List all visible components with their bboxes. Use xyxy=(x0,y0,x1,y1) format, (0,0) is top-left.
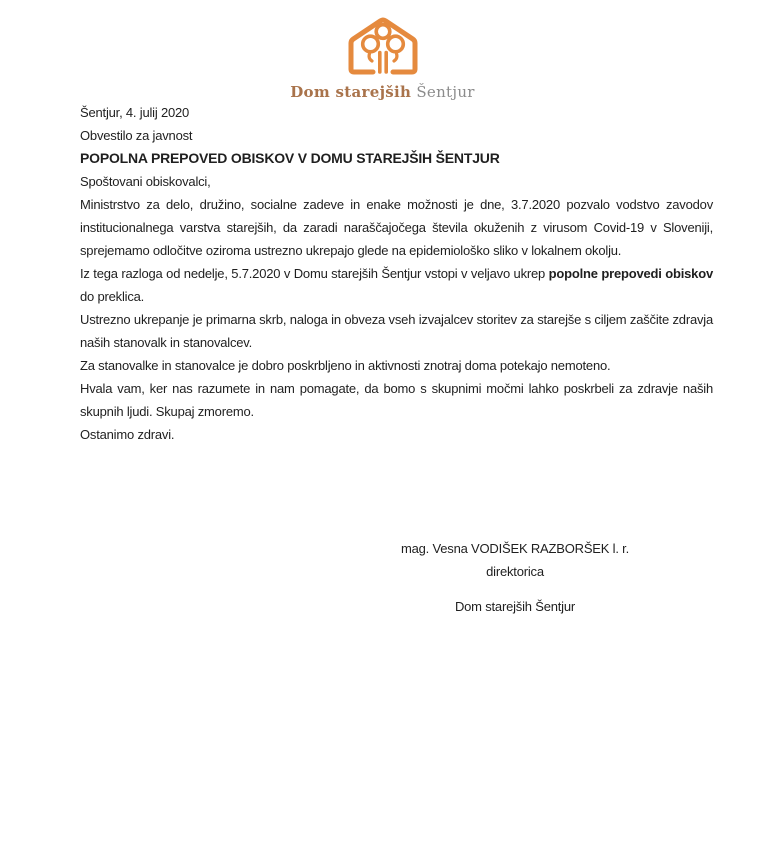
signature-title: direktorica xyxy=(486,564,544,579)
paragraph-ban-bold: popolne prepovedi obiskov xyxy=(548,266,713,281)
signature-name: mag. Vesna VODIŠEK RAZBORŠEK l. r. xyxy=(400,541,629,556)
closing-line: Ostanimo zdravi. xyxy=(80,427,175,442)
letter-heading: POPOLNA PREPOVED OBISKOV V DOMU STAREJŠIH ŠENTJUR xyxy=(80,150,500,166)
paragraph-thanks: Hvala vam, ker nas razumete in nam pomagate, da bomo s skupnimi močmi lahko poskrbeli za zdravje naših skupnih ljudi. Skupaj zmoremo. xyxy=(80,381,713,419)
date-line: Šentjur, 4. julij 2020 xyxy=(80,105,190,120)
logo-brand-name: Dom starejših xyxy=(290,83,412,101)
signature-organization: Dom starejših Šentjur xyxy=(454,599,576,614)
paragraph-measures: Ustrezno ukrepanje je primarna skrb, naloga in obveza vseh izvajalcev storitev za starejše s ciljem zaščite zdravja naših stanovalk in stanovalcev. xyxy=(80,312,713,350)
paragraph-residents: Za stanovalke in stanovalce je dobro poskrbljeno in aktivnosti znotraj doma potekajo nemoteno. xyxy=(80,358,611,373)
notice-label: Obvestilo za javnost xyxy=(80,128,193,143)
logo xyxy=(0,0,765,101)
paragraph-ministry: Ministrstvo za delo, družino, socialne zadeve in enake možnosti je dne, 3.7.2020 pozvalo vodstvo zavodov institucionalnega varstva starejših, da zaradi naraščajočega števila okuženih z virusom Covid-19 v Sloveniji, sprejemamo odločitve oziroma ustrezno ukrepajo glede na epidemiološko sliko v lokalnem okolju. xyxy=(80,197,713,258)
letter-body xyxy=(80,101,713,618)
salutation: Spoštovani obiskovalci, xyxy=(80,174,211,189)
paragraph-ban-text-start: Iz tega razloga od nedelje, 5.7.2020 v Domu starejših Šentjur vstopi v veljavo ukrep xyxy=(80,266,549,281)
signature-block xyxy=(365,537,665,618)
house-tree-logo-icon xyxy=(340,13,426,75)
logo-brand-location: Šentjur xyxy=(416,83,475,101)
paragraph-ban-text-end: do preklica. xyxy=(80,289,145,304)
paragraph-ban-announcement xyxy=(80,262,713,308)
logo-wordmark xyxy=(0,83,765,101)
